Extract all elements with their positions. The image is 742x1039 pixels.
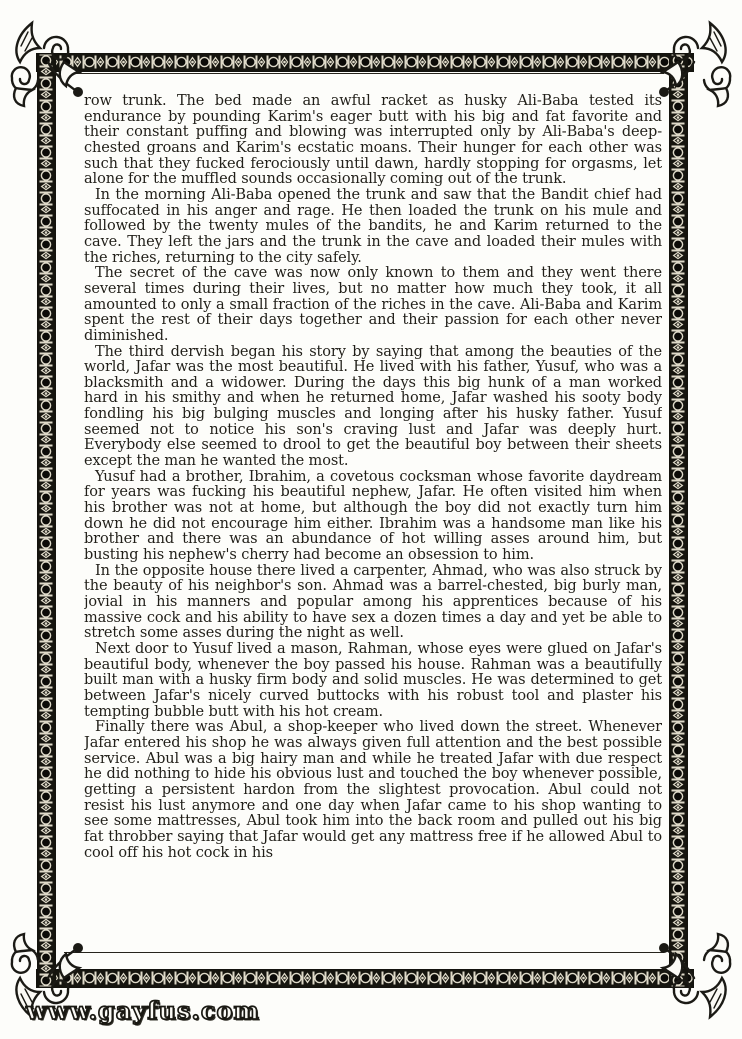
border-band-top-icon	[36, 53, 694, 72]
paragraph: In the opposite house there lived a carpenter, Ahmad, who was also struck by the beauty of his neighbor's son. Ahmad was a barrel-chested, big burly man, jovial in his manners and popular among his apprentices because of his massive cock and his ability to have sex a dozen times a day and yet be able to stretch some asses during the night as well.	[84, 562, 662, 642]
paragraph: Yusuf had a brother, Ibrahim, a covetous cocksman whose favorite daydream for years was fucking his beautiful nephew, Jafar. He often visited him when his brother was not at home, but although the boy did not exactly turn him down he did not encourage him either. Ibrahim was a handsome man like his brother and there was an abundance of hot willing asses around him, but busting his nephew's cherry had become an obsession to him.	[84, 468, 662, 564]
watermark: www.gayfus.com	[26, 996, 260, 1025]
paragraph: Finally there was Abul, a shop-keeper who lived down the street. Whenever Jafar entered his shop he was always given full attention and the best possible service. Abul was a big hairy man and while he treated Jafar with due respect he did nothing to hide his obvious lust and touched the boy whenever possible, getting a persistent hardon from the slightest provocation. Abul could not resist his lust anymore and one day when Jafar came to his shop wanting to see some mattresses, Abul took him into the back room and pulled out his big fat throbber saying that Jafar would get any mattress free if he allowed Abul to cool off his hot cock in his	[84, 719, 662, 861]
paragraph: row trunk. The bed made an awful racket as husky Ali-Baba tested its endurance by pounding Karim's eager butt with his big and fat favorite and their constant puffing and blowing was interrupted only by Ali-Baba's deep-chested groans and Karim's ecstatic moans. Their hunger for each other was such that they fucked ferociously until dawn, hardly stopping for orgasms, let alone for the muffled sounds occasionally coming out of the trunk.	[84, 94, 662, 188]
inner-rule-top	[64, 73, 664, 74]
paragraph: The third dervish began his story by saying that among the beauties of the world, Jafar was the most beautiful. He lived with his father, Yusuf, who was a blacksmith and a widower. During the days this big hunk of a man worked hard in his smithy and when he returned home, Jafar washed his sooty body fondling his big bulging muscles and longing after his husky father. Yusuf seemed not to notice his son's craving lust and Jafar was deeply hurt. Everybody else seemed to drool to get the beautiful boy between their sheets except the man he wanted the most.	[84, 343, 662, 470]
paragraph: In the morning Ali-Baba opened the trunk and saw that the Bandit chief had suffocated in his anger and rage. He then loaded the trunk on his mule and followed by the twenty mules of the bandits, he and Karim returned to the cave. They left the jars and the trunk in the cave and loaded their mules with the riches, returning to the city safely.	[84, 186, 662, 266]
corner-flourish-top-left-icon	[4, 18, 96, 110]
border-band-right-icon	[669, 53, 688, 988]
paragraph: Next door to Yusuf lived a mason, Rahman, whose eyes were glued on Jafar's beautiful body, whenever the boy passed his house. Rahman was a beautifully built man with a husky firm body and solid muscles. He was determined to get between Jafar's nicely curved buttocks with his robust tool and plaster his tempting bubble butt with his hot cream.	[84, 640, 662, 720]
border-band-left-icon	[37, 53, 56, 988]
paragraph: The secret of the cave was now only known to them and they went there several times during their lives, but no matter how much they took, it all amounted to only a small fraction of the riches in the cave. Ali-Baba and Karim spent the rest of their days together and their passion for each other never diminished.	[84, 265, 662, 344]
story-text	[84, 94, 662, 974]
